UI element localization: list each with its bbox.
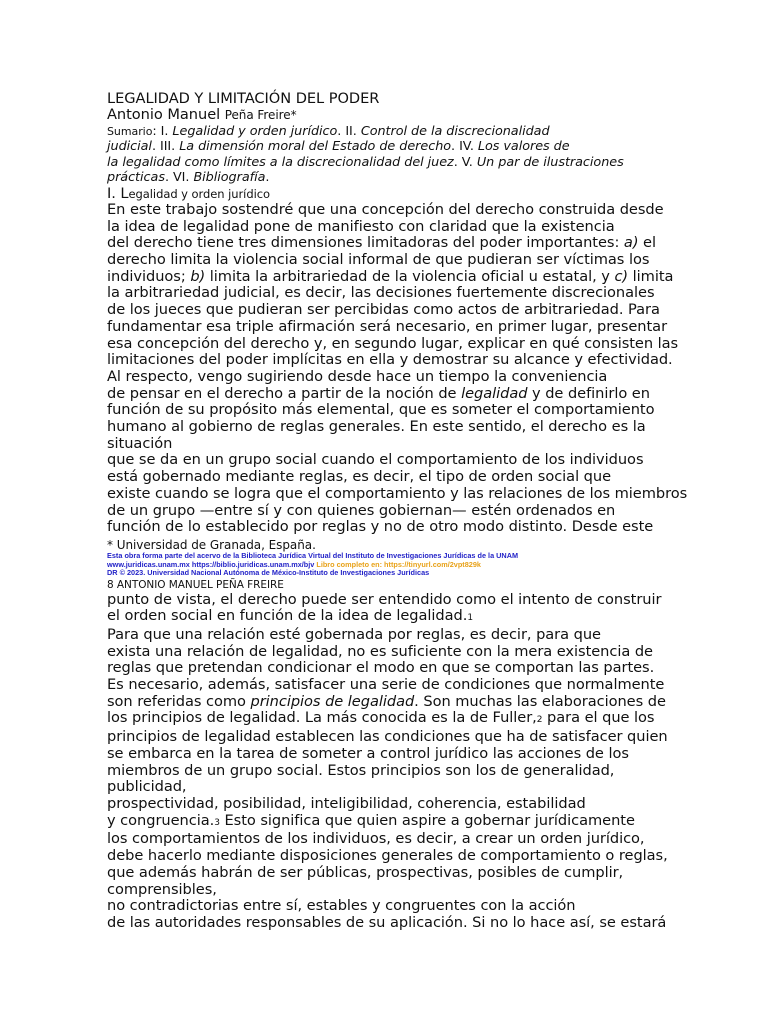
body-line: principios de legalidad establecen las condiciones que ha de satisfacer quien xyxy=(107,728,668,746)
body-text: el xyxy=(638,234,656,252)
body-line: Al respecto, vengo sugiriendo desde hace un tiempo la conveniencia xyxy=(107,367,608,385)
body-text: el orden social en función de la idea de legalidad. xyxy=(107,607,468,625)
body-line: debe hacerlo mediante disposiciones generales de comportamiento o reglas, xyxy=(107,847,668,865)
document-page xyxy=(107,90,688,932)
body-line: fundamentar esa triple afirmación será necesario, en primer lugar, presentar xyxy=(107,317,668,335)
source-url-link[interactable]: www.juridicas.unam.mx https://biblio.juridicas.unam.mx/bjv xyxy=(107,559,317,569)
section-number: I. L xyxy=(107,184,129,202)
body-line: se embarca en la tarea de someter a control jurídico las acciones de los xyxy=(107,744,629,762)
section-title: egalidad y orden jurídico xyxy=(128,186,270,201)
footnote-ref[interactable]: 3 xyxy=(214,817,220,828)
footnote-ref[interactable]: 2 xyxy=(536,715,543,726)
body-text: para el que los xyxy=(542,709,655,727)
summary-item: Bibliografía xyxy=(193,170,266,186)
body-line: función de lo establecido por reglas y no de otro modo distinto. Desde este xyxy=(107,518,654,536)
summary-item: la legalidad como límites a la discrecionalidad del juez xyxy=(107,154,454,170)
summary-item: Un par de ilustraciones xyxy=(476,154,624,170)
body-text-italic: legalidad xyxy=(461,384,528,402)
summary-text: . III. xyxy=(151,139,180,155)
body-line: la arbitrariedad judicial, es decir, las decisiones fuertemente discrecionales xyxy=(107,284,655,302)
body-line xyxy=(107,710,667,729)
body-text: limita xyxy=(628,267,674,285)
body-line xyxy=(107,813,667,832)
body-line: punto de vista, el derecho puede ser entendido como el intento de construir xyxy=(107,590,662,608)
body-line: existe cuando se logra que el comportamiento y las relaciones de los miembros xyxy=(107,484,688,502)
body-line: la idea de legalidad pone de manifiesto con claridad que la existencia xyxy=(107,217,615,235)
body-line: comprensibles, xyxy=(107,880,217,898)
body-line: miembros de un grupo social. Estos principios son los de generalidad, xyxy=(107,761,615,779)
body-line: derecho limita la violencia social informal de que pudieran ser víctimas los xyxy=(107,250,650,268)
summary-item: La dimensión moral del Estado de derecho xyxy=(179,139,452,155)
body-text-block-2 xyxy=(107,592,667,932)
source-notice-line: Esta obra forma parte del acervo de la Biblioteca Jurídica Virtual del Instituto de Investigaciones Jurídicas de la UNAM xyxy=(107,550,519,560)
section-heading xyxy=(107,186,667,202)
body-text: y congruencia. xyxy=(107,811,215,829)
summary-item: Legalidad y orden jurídico xyxy=(172,123,338,139)
body-line: no contradictorias entre sí, estables y congruentes con la acción xyxy=(107,897,576,915)
summary-line xyxy=(107,139,667,155)
body-line: esa concepción del derecho y, en segundo lugar, explicar en qué consisten las xyxy=(107,334,679,352)
body-line: función de su propósito más elemental, que es someter el comportamiento xyxy=(107,401,655,419)
body-line: Es necesario, además, satisfacer una serie de condiciones que normalmente xyxy=(107,676,665,694)
summary-text: . II. xyxy=(337,123,361,139)
footnote-ref[interactable]: 1 xyxy=(467,613,473,624)
summary-item: prácticas xyxy=(107,170,165,186)
body-line xyxy=(107,694,667,711)
body-line xyxy=(107,267,674,286)
body-line: situación xyxy=(107,434,173,452)
footnote: * Universidad de Granada, España. xyxy=(107,537,316,552)
summary-text: . VI. xyxy=(164,170,194,186)
summary-item: Los valores de xyxy=(477,139,570,155)
body-text: de pensar en el derecho a partir de la noción de xyxy=(107,384,462,402)
body-line: prospectividad, posibilidad, inteligibilidad, coherencia, estabilidad xyxy=(107,794,586,812)
summary-line xyxy=(107,124,667,140)
body-text-italic: principios de legalidad xyxy=(250,692,415,710)
body-text: . Son muchas las elaboraciones de xyxy=(414,692,666,710)
body-text: individuos; xyxy=(107,267,191,285)
summary-label: Sumario xyxy=(107,124,153,138)
body-line: que se da en un grupo social cuando el comportamiento de los individuos xyxy=(107,451,644,469)
body-line: Para que una relación esté gobernada por reglas, es decir, para que xyxy=(107,625,601,643)
body-line: de las autoridades responsables de su aplicación. Si no lo hace así, se estará xyxy=(107,913,667,931)
summary-line xyxy=(107,155,667,171)
body-line: de un grupo —entre sí y con quienes gobiernan— estén ordenados en xyxy=(107,501,616,519)
body-line: los comportamientos de los individuos, es decir, a crear un orden jurídico, xyxy=(107,830,645,848)
summary-block xyxy=(107,124,667,186)
body-line xyxy=(107,235,667,252)
body-line: limitaciones del poder implícitas en ella y demostrar su alcance y efectividad. xyxy=(107,351,673,369)
body-text: y de definirlo en xyxy=(527,384,650,402)
summary-text: . xyxy=(265,170,270,186)
body-text-italic: a) xyxy=(623,234,639,252)
summary-line xyxy=(107,170,667,186)
summary-item: Control de la discrecionalidad xyxy=(360,123,550,139)
body-text: son referidas como xyxy=(107,692,251,710)
body-line: exista una relación de legalidad, no es suficiente con la mera existencia de xyxy=(107,642,653,660)
summary-text: : I. xyxy=(152,123,173,139)
full-book-link[interactable]: Libro completo en: https://tinyurl.com/2vpt829k xyxy=(316,559,481,569)
body-text-italic: b) xyxy=(190,267,206,285)
copyright-line: DR © 2023. Universidad Nacional Autónoma de México-Instituto de Investigaciones Jurídicas xyxy=(107,568,430,578)
summary-item: judicial xyxy=(107,139,152,155)
body-text-italic: c) xyxy=(614,267,629,285)
body-line: humano al gobierno de reglas generales. En este sentido, el derecho es la xyxy=(107,418,646,436)
body-line: está gobernado mediante reglas, es decir, el tipo de orden social que xyxy=(107,468,612,486)
running-header: 8 ANTONIO MANUEL PEÑA FREIRE xyxy=(107,579,284,592)
summary-text: . V. xyxy=(453,154,477,170)
summary-text: . IV. xyxy=(451,139,478,155)
body-line xyxy=(107,386,667,403)
body-text: Esto significa que quien aspire a gobernar jurídicamente xyxy=(219,811,635,829)
body-line: publicidad, xyxy=(107,778,187,796)
source-notice xyxy=(107,552,667,578)
author-name: Antonio Manuel xyxy=(107,106,221,123)
author-surname: Peña Freire* xyxy=(224,108,297,122)
body-line: reglas que pretendan condicionar el modo en que se comportan las partes. xyxy=(107,659,655,677)
body-text-block xyxy=(107,200,688,536)
body-line: de los jueces que pudieran ser percibidas como actos de arbitrariedad. Para xyxy=(107,301,660,319)
body-line: que además habrán de ser públicas, prospectivas, posibles de cumplir, xyxy=(107,863,624,881)
body-line: En este trabajo sostendré que una concepción del derecho construida desde xyxy=(107,200,664,218)
document-title: LEGALIDAD Y LIMITACIÓN DEL PODER xyxy=(107,90,380,107)
body-text: del derecho tiene tres dimensiones limitadoras del poder importantes: xyxy=(107,234,624,252)
body-line xyxy=(107,608,667,627)
body-text: los principios de legalidad. La más conocida es la de Fuller, xyxy=(107,709,537,727)
body-text: limita la arbitrariedad de la violencia oficial u estatal, y xyxy=(205,267,615,285)
author-line xyxy=(107,107,667,124)
